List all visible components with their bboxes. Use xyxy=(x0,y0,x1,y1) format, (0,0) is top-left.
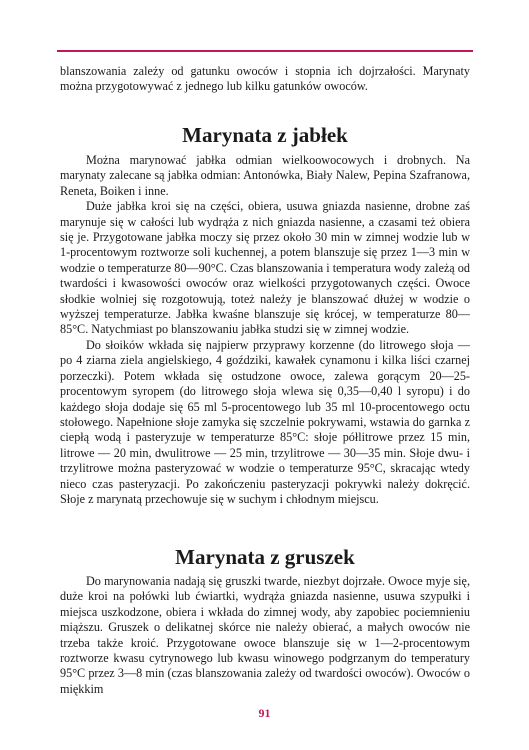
paragraph: Można marynować jabłka odmian wielkoowocowych i drobnych. Na marynaty zalecane są jabłka odmian: Antonówka, Biały Nalew, Pepina Szafranowa, Reneta, Boiken i inne. xyxy=(60,153,470,198)
page-number: 91 xyxy=(258,706,271,720)
section-title-jablka: Marynata z jabłek xyxy=(182,123,348,147)
section-body-gruszki xyxy=(60,574,470,697)
paragraph: Duże jabłka kroi się na części, obiera, usuwa gniazda nasienne, drobne zaś marynuje się w całości lub wydrąża z nich gniazda nasienne, a czasami też obiera się je. Przygotowane jabłka moczy się przez około 30 min w zimnej wodzie lub w 1-procentowym roztworze soli kuchennej, a potem blanszuje się przez 1—3 min w wodzie o temperaturze 80—90°C. Czas blanszowania i temperatura wody zależą od twardości i kwasowości owoców oraz wielkości przygotowanych części. Owoce słodkie wolniej się rozgotowują, toteż należy je blanszować dłużej w wodzie o wyższej temperaturze. Jabłka kwaśne blanszuje się krócej, w temperaturze 80—85°C. Natychmiast po blanszowaniu jabłka studzi się w zimnej wodzie. xyxy=(60,199,470,337)
top-accent-rule xyxy=(57,50,473,52)
paragraph: Do słoików wkłada się najpierw przyprawy korzenne (do litrowego słoja — po 4 ziarna ziela angielskiego, 4 goździki, kawałek cynamonu i kilka liści czarnej porzeczki). Potem wkłada się ostudzone owoce, zalewa gorącym 20—25-procentowym syropem (do litrowego słoja wlewa się 0,35—0,40 l syropu) i do każdego słoja dodaje się 65 ml 5-procentowego lub 35 ml 10-procentowego octu stołowego. Napełnione słoje zamyka się szczelnie pokrywami, wstawia do garnka z ciepłą wodą i pasteryzuje w temperaturze 85°C: słoje półlitrowe przez 15 min, litrowe — 20 min, dwulitrowe — 25 min, trzylitrowe — 30—35 min. Słoje dwu- i trzylitrowe można pasteryzować w wodzie o temperaturze 95°C, skracając wtedy nieco czas pasteryzacji. Po zakończeniu pasteryzacji pokrywki należy dokręcić. Słoje z marynatą przechowuje się w suchym i chłodnym miejscu. xyxy=(60,337,470,506)
section-title-gruszki: Marynata z gruszek xyxy=(175,545,355,569)
intro-paragraph: blanszowania zależy od gatunku owoców i stopnia ich dojrzałości. Marynaty można przygotowywać z jednego lub kilku gatunków owoców. xyxy=(60,64,470,94)
section-body-jablka xyxy=(60,153,470,507)
intro-paragraph-block xyxy=(60,64,470,95)
paragraph: Do marynowania nadają się gruszki twarde, niezbyt dojrzałe. Owoce myje się, duże kroi na połówki lub ćwiartki, wydrąża gniazda nasienne, usuwa szypułki i miejsca uszkodzone, obiera i wkłada do zimnej wody, aby zapobiec pociemnieniu miąższu. Gruszek o delikatnej skórce nie należy obierać, a małych owoców nie trzeba także kroić. Przygotowane owoce blanszuje się w 1—2-procentowym roztworze kwasu cytrynowego lub kwasu winowego podgrzanym do temperatury 95°C przez 3—8 min (czas blanszowania zależy od twardości owoców). Owoców o miękkim xyxy=(60,574,470,696)
